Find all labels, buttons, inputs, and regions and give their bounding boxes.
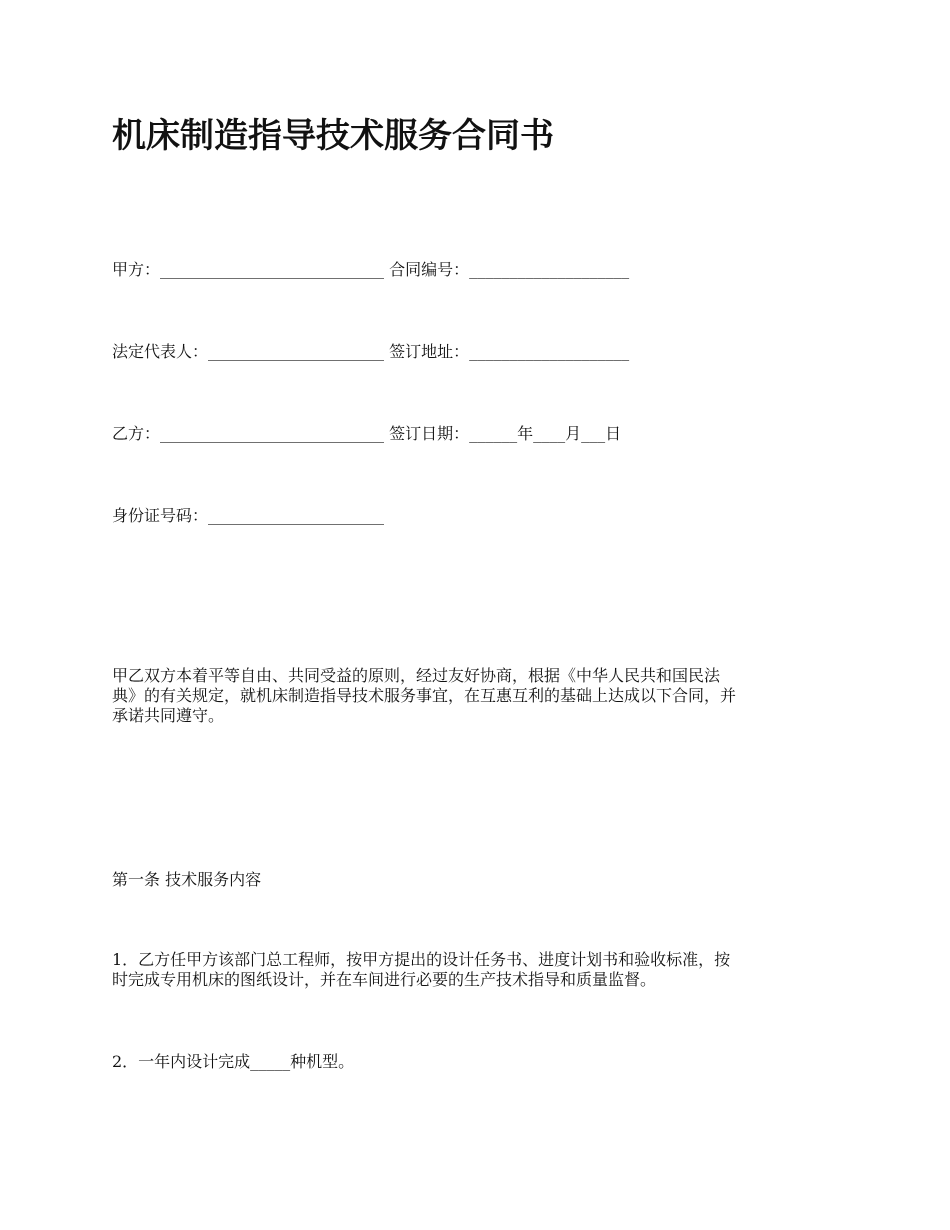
preamble-line-2: 典》的有关规定，就机床制造指导技术服务事宜，在互惠互利的基础上达成以下合同，并 [112, 686, 737, 705]
clause-1-line-2: 时完成专用机床的图纸设计，并在车间进行必要的生产技术指导和质量监督。 [112, 970, 657, 989]
document-title: 机床制造指导技术服务合同书 [112, 116, 554, 156]
clause-1-line-1: 1．乙方任甲方该部门总工程师，按甲方提出的设计任务书、进度计划书和验收标准，按 [112, 950, 731, 969]
party-a-contract-number-line: 甲方：____________________________ 合同编号：____________________ [112, 260, 630, 279]
preamble-paragraph [112, 666, 840, 726]
clause-2-line: 2．一年内设计完成_____种机型。 [112, 1052, 355, 1071]
preamble-line-1: 甲乙双方本着平等自由、共同受益的原则，经过友好协商，根据《中华人民共和国民法 [112, 666, 721, 685]
party-b-signing-date-line: 乙方：____________________________ 签订日期：______年____月___日 [112, 424, 622, 443]
clause-1-paragraph [112, 950, 840, 990]
legal-representative-signing-address-line: 法定代表人：______________________ 签订地址：____________________ [112, 342, 630, 361]
section-1-heading: 第一条 技术服务内容 [112, 870, 262, 889]
id-number-line: 身份证号码：______________________ [112, 506, 385, 525]
preamble-line-3: 承诺共同遵守。 [112, 706, 225, 725]
